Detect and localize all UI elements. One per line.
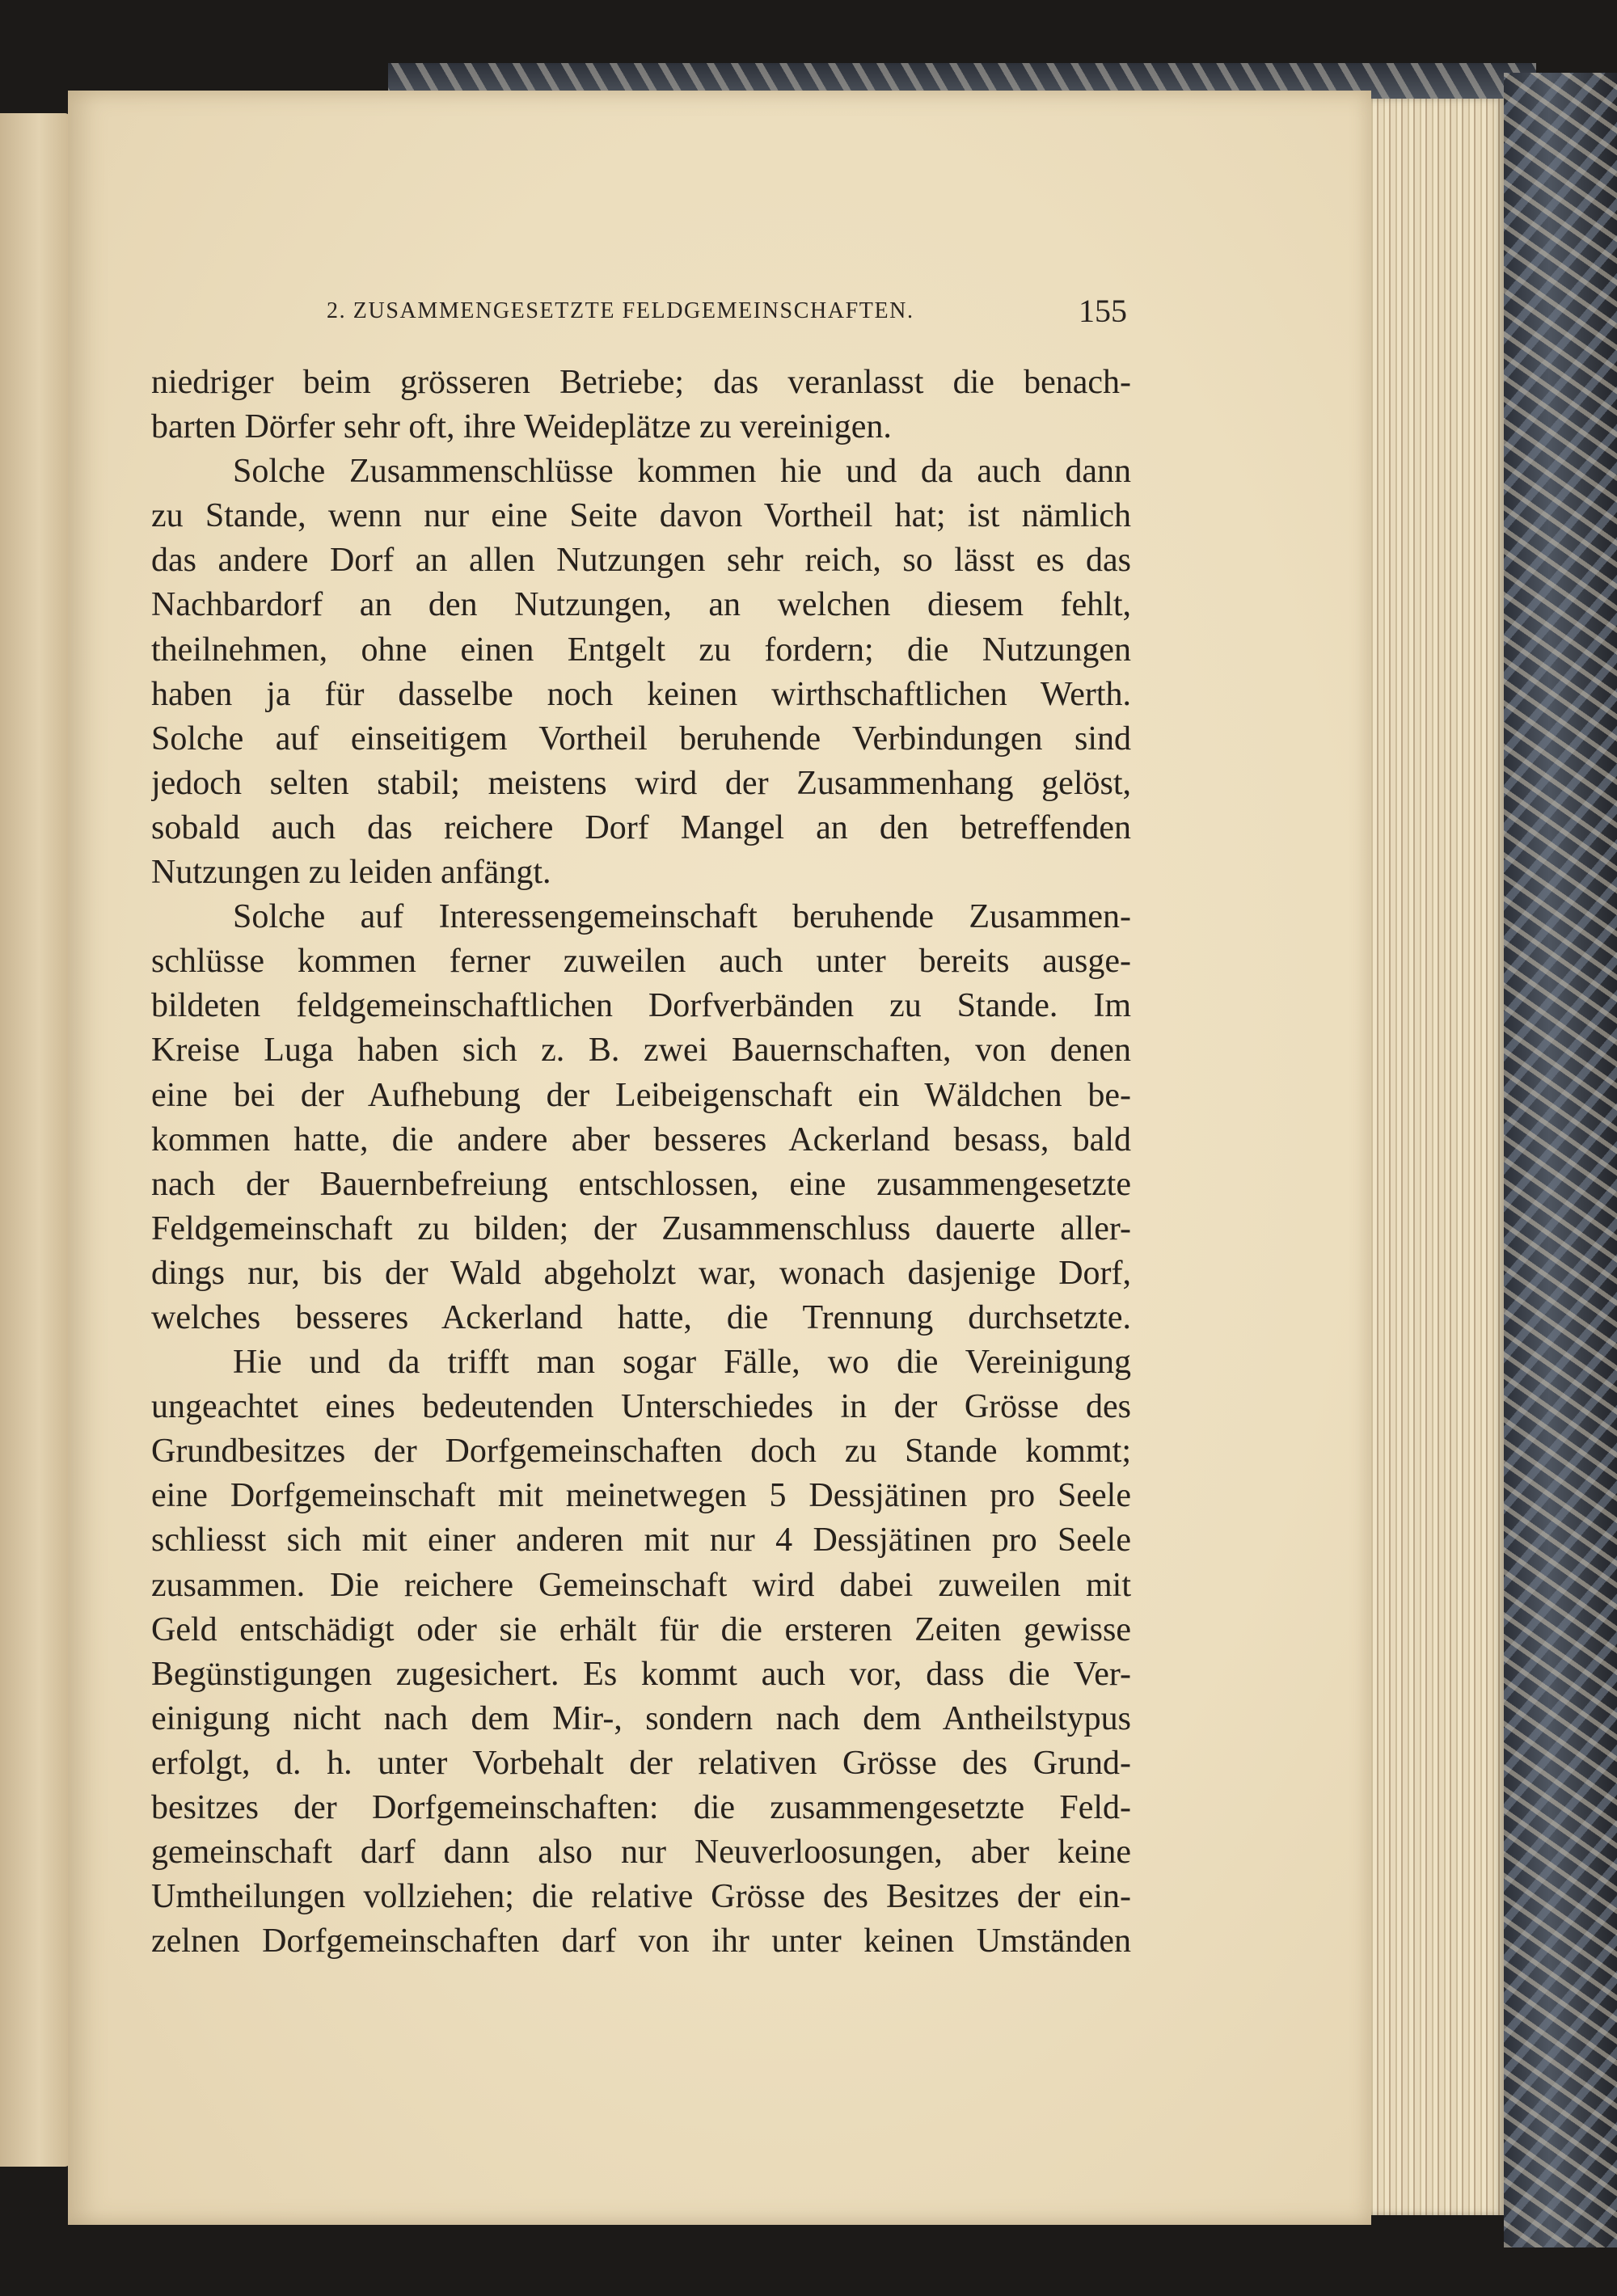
facing-page-sliver (0, 113, 71, 2167)
text-line: nach der Bauernbefreiung entschlossen, eine zusammengesetzte (151, 1165, 1131, 1203)
text-line: ungeachtet eines bedeutenden Unterschiedes in der Grösse des (151, 1388, 1131, 1426)
text-line: zelnen Dorfgemeinschaften darf von ihr unter keinen Umständen (151, 1922, 1131, 1960)
text-line: Grundbesitzes der Dorfgemeinschaften doch zu Stande kommt; (151, 1433, 1131, 1471)
text-line: sobald auch das reichere Dorf Mangel an den betreffenden (151, 808, 1131, 846)
text-line: das andere Dorf an allen Nutzungen sehr reich, so lässt es das (151, 542, 1131, 580)
text-line: haben ja für dasselbe noch keinen wirthschaftlichen Werth. (151, 675, 1131, 713)
running-head-title: 2. ZUSAMMENGESETZTE FELDGEMEINSCHAFTEN. (327, 298, 914, 323)
text-line: bildeten feldgemeinschaftlichen Dorfverbänden zu Stande. Im (151, 987, 1131, 1025)
text-line: kommen hatte, die andere aber besseres Ackerland besass, bald (151, 1121, 1131, 1159)
marbled-cover-edge (1504, 73, 1617, 2247)
text-line: zusammen. Die reichere Gemeinschaft wird dabei zuweilen mit (151, 1566, 1131, 1604)
running-head (327, 293, 1127, 330)
page-number: 155 (1079, 293, 1127, 329)
text-line: Feldgemeinschaft zu bilden; der Zusammenschluss dauerte aller- (151, 1209, 1131, 1247)
text-line: Kreise Luga haben sich z. B. zwei Bauernschaften, von denen (151, 1032, 1131, 1070)
text-line: welches besseres Ackerland hatte, die Trennung durchsetzte. (151, 1298, 1131, 1336)
text-line: Hie und da trifft man sogar Fälle, wo die Vereinigung (233, 1344, 1131, 1382)
text-line: theilnehmen, ohne einen Entgelt zu fordern; die Nutzungen (151, 631, 1131, 669)
text-line: Solche auf einseitigem Vortheil beruhende Verbindungen sind (151, 720, 1131, 758)
text-line: Begünstigungen zugesichert. Es kommt auch vor, dass die Ver- (151, 1655, 1131, 1693)
text-line: Geld entschädigt oder sie erhält für die ersteren Zeiten gewisse (151, 1610, 1131, 1648)
text-line: Solche auf Interessengemeinschaft beruhende Zusammen- (233, 898, 1131, 936)
text-line: barten Dörfer sehr oft, ihre Weideplätze zu vereinigen. (151, 408, 892, 446)
text-line: Nachbardorf an den Nutzungen, an welchen diesem fehlt, (151, 586, 1131, 624)
text-line: jedoch selten stabil; meistens wird der Zusammenhang gelöst, (151, 764, 1131, 802)
text-line: erfolgt, d. h. unter Vorbehalt der relativen Grösse des Grund- (151, 1744, 1131, 1782)
text-line: Umtheilungen vollziehen; die relative Grösse des Besitzes der ein- (151, 1878, 1131, 1916)
text-line: gemeinschaft darf dann also nur Neuverloosungen, aber keine (151, 1834, 1131, 1872)
text-line: eine Dorfgemeinschaft mit meinetwegen 5 Dessjätinen pro Seele (151, 1477, 1131, 1515)
text-line: niedriger beim grösseren Betriebe; das veranlasst die benach- (151, 364, 1131, 401)
text-line: eine bei der Aufhebung der Leibeigenschaft ein Wäldchen be- (151, 1076, 1131, 1114)
text-line: besitzes der Dorfgemeinschaften: die zusammengesetzte Feld- (151, 1789, 1131, 1826)
stacked-page-edges (1366, 99, 1504, 2215)
text-line: schlüsse kommen ferner zuweilen auch unter bereits ausge- (151, 943, 1131, 981)
text-line: Solche Zusammenschlüsse kommen hie und da auch dann (233, 453, 1131, 491)
text-line: Nutzungen zu leiden anfängt. (151, 854, 551, 892)
text-line: einigung nicht nach dem Mir-, sondern nach dem Antheilstypus (151, 1699, 1131, 1737)
text-line: schliesst sich mit einer anderen mit nur 4 Dessjätinen pro Seele (151, 1522, 1131, 1560)
text-line: dings nur, bis der Wald abgeholzt war, wonach dasjenige Dorf, (151, 1254, 1131, 1292)
text-line: zu Stande, wenn nur eine Seite davon Vortheil hat; ist nämlich (151, 497, 1131, 535)
body-text (151, 361, 1131, 1964)
